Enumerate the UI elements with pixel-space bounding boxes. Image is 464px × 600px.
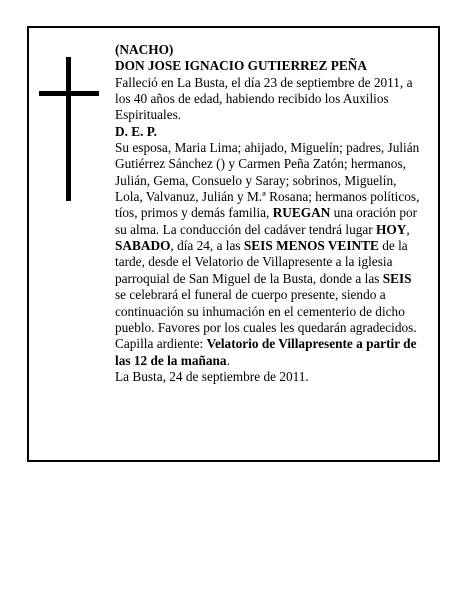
obituary-notice xyxy=(27,26,440,462)
cross-vertical-bar xyxy=(66,57,71,201)
sabado-text: SABADO xyxy=(115,238,171,254)
funeral-text: se celebrará el funeral de cuerpo presente, siendo a continuación su inhumación en el cementerio de dicho pueblo. Favores por los cuales les quedarán agradecidos. xyxy=(115,287,417,335)
seis-text: SEIS xyxy=(382,270,412,286)
rip-line: D. E. P. xyxy=(115,123,157,139)
chapel-end: . xyxy=(226,352,230,368)
comma-separator: , xyxy=(406,221,410,237)
prayer-text: una oración por su alma. La conducción del cadáver tendrá lugar xyxy=(115,205,418,237)
ruegan-text: RUEGAN xyxy=(272,205,331,221)
chapel-line xyxy=(115,336,423,369)
notice-body xyxy=(115,42,423,385)
death-statement: Falleció en La Busta, el día 23 de septiembre de 2011, a los 40 años de edad, habiendo recibido los Auxilios Espirituales. xyxy=(115,74,413,123)
nickname: (NACHO) xyxy=(115,42,174,57)
route-text: de la tarde, desde el Velatorio de Villapresente a la iglesia parroquial de San Miguel de la Busta, donde a las xyxy=(115,238,408,286)
family-paragraph xyxy=(115,140,423,336)
day-text: , día 24, a las xyxy=(170,238,244,254)
cross-horizontal-bar xyxy=(39,91,99,96)
seis-menos-veinte-text: SEIS MENOS VEINTE xyxy=(243,238,379,254)
hoy-text: HOY xyxy=(376,221,407,237)
family-members-text: Su esposa, Maria Lima; ahijado, Miguelín; padres, Julián Gutiérrez Sánchez () y Carmen Peña Zatón; hermanos, Julián, Gema, Consuelo y Saray; sobrinos, Miguelín, Lola, Valvanuz, Julián y M.ª Rosana; hermanos políticos, tíos, primos y demás familia, xyxy=(115,140,420,221)
chapel-label: Capilla ardiente: xyxy=(115,336,207,352)
cross-icon xyxy=(39,57,99,201)
deceased-name: DON JOSE IGNACIO GUTIERREZ PEÑA xyxy=(115,58,367,74)
chapel-value: Velatorio de Villapresente a partir de las 12 de la mañana xyxy=(115,336,417,368)
closing-line: La Busta, 24 de septiembre de 2011. xyxy=(115,368,309,384)
